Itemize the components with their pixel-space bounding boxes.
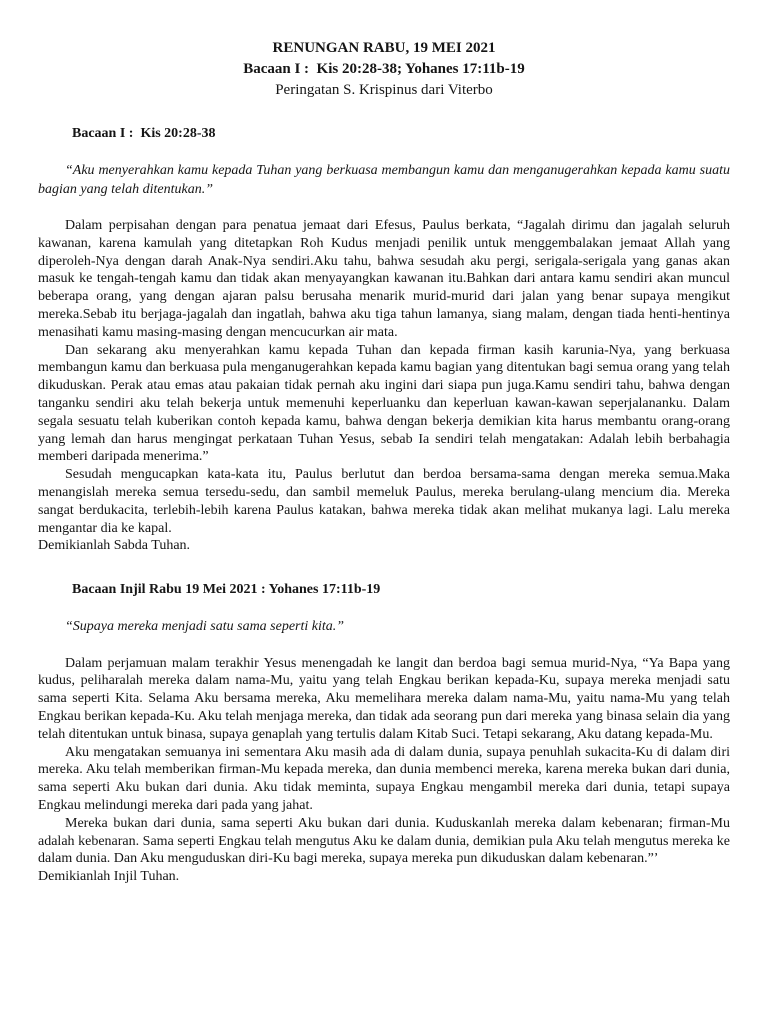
gospel-paragraph: Dalam perjamuan malam terakhir Yesus menengadah ke langit dan berdoa bagi semua murid-Nya, “Ya Bapa yang kudus, peliharalah mereka dalam nama-Mu, yaitu yang telah Engkau berikan kepada-Ku, supaya mereka menjadi satu sama seperti Kita. Selama Aku bersama mereka, Aku memelihara mereka dalam nama-Mu, yaitu nama-Mu yang telah Engkau berikan kepada-Ku. Aku telah menjaga mereka, dan tidak ada seorang pun dari mereka yang binasa selain dia yang telah ditentukan untuk binasa, supaya genaplah yang tertulis dalam Kitab Suci. Tetapi sekarang, Aku datang kepada-Mu. — [38, 655, 730, 742]
gospel-paragraph: Aku mengatakan semuanya ini sementara Aku masih ada di dalam dunia, supaya penuhlah sukacita-Ku di dalam diri mereka. Aku telah memberikan firman-Mu kepada mereka, dan dunia membenci mereka, karena mereka bukan dari dunia, sama seperti Aku bukan dari dunia. Aku tidak meminta, supaya Engkau mengambil mereka dari dunia, tetapi supaya Engkau melindungi mereka dari pada yang jahat. — [38, 744, 730, 814]
gospel-quote: “Supaya mereka menjadi satu sama seperti kita.” — [65, 619, 345, 635]
reading1-paragraph: Dalam perpisahan dengan para penatua jemaat dari Efesus, Paulus berkata, “Jagalah dirimu dan jagalah seluruh kawanan, karena kamulah yang ditetapkan Roh Kudus menjadi penilik untuk menggembalakan jemaat Allah yang diperoleh-Nya dengan darah Anak-Nya sendiri.Aku tahu, bahwa sesudah aku pergi, serigala-serigala yang ganas akan masuk ke tengah-tengah kamu dan tidak akan menyayangkan kawanan itu.Bahkan dari antara kamu sendiri akan muncul beberapa orang, yang dengan ajaran palsu berusaha menarik murid-murid dari jalan yang benar supaya mengikut mereka.Sebab itu berjaga-jagalah dan ingatlah, bahwa aku tiga tahun lamanya, siang malam, dengan tiada henti-hentinya menasihati kamu masing-masing dengan mencucurkan air mata. — [38, 218, 730, 340]
section-reading1 — [38, 125, 730, 555]
document-header — [38, 38, 730, 101]
gospel-paragraph: Mereka bukan dari dunia, sama seperti Aku bukan dari dunia. Kuduskanlah mereka dalam kebenaran; firman-Mu adalah kebenaran. Sama seperti Engkau telah mengutus Aku ke dalam dunia, demikian pula Aku telah mengutus mereka ke dalam dunia. Dan Aku menguduskan diri-Ku bagi mereka, supaya mereka pun dikuduskan dalam kebenaran.”’ — [38, 815, 730, 867]
reading1-heading: Bacaan I : Kis 20:28-38 — [72, 126, 216, 141]
memorial-line: Peringatan S. Krispinus dari Viterbo — [275, 82, 493, 98]
reading1-closing: Demikianlah Sabda Tuhan. — [38, 538, 191, 554]
reading1-quote: “Aku menyerahkan kamu kepada Tuhan yang berkuasa membangun kamu dan menganugerahkan kepada kamu suatu bagian yang telah ditentukan.” — [38, 163, 730, 197]
readings-reference: Bacaan I : Kis 20:28-38; Yohanes 17:11b-19 — [243, 61, 525, 77]
reading1-paragraph: Sesudah mengucapkan kata-kata itu, Paulus berlutut dan berdoa bersama-sama dengan mereka semua.Maka menangislah mereka semua tersedu-sedu, dan sambil memeluk Paulus, mereka berulang-ulang mencium dia. Mereka sangat berdukacita, terlebih-lebih karena Paulus katakan, bahwa mereka tidak akan melihat mukanya lagi. Lalu mereka mengantar dia ke kapal. — [38, 467, 730, 536]
gospel-heading: Bacaan Injil Rabu 19 Mei 2021 : Yohanes 17:11b-19 — [72, 582, 381, 598]
reading1-paragraph: Dan sekarang aku menyerahkan kamu kepada Tuhan dan kepada firman kasih karunia-Nya, yang berkuasa membangun kamu dan berkuasa pula menganugerahkan kepada kamu bagian yang ditentukan bagi semua orang yang telah dikuduskan. Perak atau emas atau pakaian tidak pernah aku ingini dari siapa pun juga.Kamu sendiri tahu, bahwa dengan tanganku sendiri aku telah bekerja untuk memenuhi keperluanku dan keperluan kawan-kawan seperjalananku. Dalam segala sesuatu telah kuberikan contoh kepada kamu, bahwa dengan bekerja demikian kita harus membantu orang-orang yang lemah dan harus mengingat perkataan Tuhan Yesus, sebab Ia sendiri telah mengatakan: Adalah lebih berbahagia memberi daripada menerima.” — [38, 342, 730, 465]
section-gospel — [38, 581, 730, 886]
page-title: RENUNGAN RABU, 19 MEI 2021 — [272, 40, 496, 56]
gospel-closing: Demikianlah Injil Tuhan. — [38, 869, 180, 885]
